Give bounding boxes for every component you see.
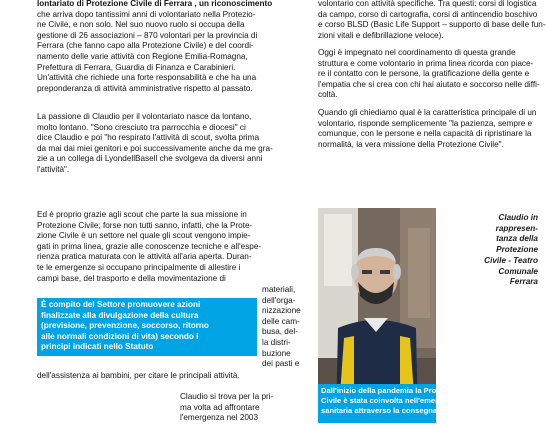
highlight-line: alle normali condizioni di vita) secondo i [41, 331, 199, 341]
text-line: l'empatia che si crea con chi hai aiutato e soccorso nelle diffi- [318, 79, 540, 89]
text-line: da campo, corso di cartografia, corsi di antincendio boschivo [318, 9, 538, 19]
text-line: buzione [262, 348, 291, 358]
text-line: volontario, risponde semplicemente "la pazienza, sempre e [318, 118, 533, 128]
text-line: zioni vitali e defibrillazione veloce). [318, 30, 444, 40]
intro-paragraph [37, 0, 307, 94]
text-line: molto lontano. "Sono cresciuto tra parrocchia e diocesi" ci [37, 122, 246, 132]
scout-paragraph [37, 210, 307, 284]
training-paragraph [318, 0, 546, 41]
highlight-line: finalizzate alla divulgazione della cultura [41, 310, 199, 320]
text-line: rienza pratica maturata con le attività all'aria aperta. Duran- [37, 252, 252, 262]
text-line: struttura e come volontario in prima linea ricorda con piace- [318, 58, 534, 68]
text-line: che arriva dopo tantissimi anni di volontariato nella Protezio- [37, 9, 256, 19]
text-line: da mai dai miei genitori e poi successivamente anche da me gra- [37, 143, 273, 153]
text-line: l'emergenza nel 2003 [180, 413, 259, 423]
text-line: comunque, con le persone e nella capacità di ripristinare la [318, 129, 532, 139]
text-line: re il contatto con le persone, la gratificazione della gente e [318, 69, 530, 79]
pandemic-box [318, 384, 473, 423]
text-line: campi base, del trasporto e della movimentazione di [37, 273, 226, 283]
volunteer-photo [318, 208, 473, 423]
highlight-line: È compito del Settore promuovere azioni [41, 300, 201, 309]
caption-line: Protezione [496, 245, 538, 255]
text-line: ne Civile, e non solo. Nel suo nuovo ruolo si occupa della [37, 20, 245, 30]
text-line: Prefettura di Ferrara, Guardia di Finanza e Carabinieri. [37, 62, 236, 72]
text-line: l'attività". [37, 164, 70, 174]
text-line: La passione di Claudio per il volontariato nasce da lontano, [37, 112, 252, 121]
text-line: la distri- [262, 337, 291, 347]
text-line: nizzazione [262, 306, 301, 316]
closing-paragraph [180, 392, 308, 424]
text-line: dei pasti e [262, 359, 300, 369]
text-line: volontario con attività specifiche. Tra questi: corsi di logistica [318, 0, 537, 8]
question-paragraph [318, 108, 540, 150]
text-line: coltà. [318, 90, 338, 100]
text-line: delle cam- [262, 316, 300, 326]
text-line: dell'orga- [262, 295, 296, 305]
caption-line: Comunale [498, 266, 538, 276]
text-line: Ferrara (che fanno capo alla Protezione Civile) e del coordi- [37, 41, 254, 51]
highlight-box [37, 298, 257, 356]
text-line: e corso BLSD (Basic Life Support – supporto di base delle fun- [318, 20, 546, 30]
text-line: dell'assistenza ai bambini, per citare le principali attività. [37, 371, 240, 380]
text-line: Quando gli chiediamo qual è la caratteristica principale di un [318, 108, 537, 117]
pandemic-line: sanitaria attraverso la consegna dei medi- [321, 406, 473, 416]
pandemic-line: Dall'inizio della pandemia la Protezione [321, 386, 463, 395]
caption-line: tanza della [496, 234, 538, 244]
text-line: gati in prima linea, grazie alle conoscenze tecniche e all'espe- [37, 241, 262, 251]
passion-paragraph [37, 112, 307, 176]
text-line: te le emergenze si occupano principalmente di allestire i [37, 262, 241, 272]
text-line: ma volta ad affrontare [180, 402, 260, 412]
highlight-line: principi indicati nello Statuto [41, 342, 154, 352]
after-box-text [37, 371, 307, 382]
caption-line: rappresen- [495, 223, 538, 233]
text-line: busa, del- [262, 327, 298, 337]
beside-box-text [262, 285, 310, 370]
text-line: normalità, la vera missione della Protezione Civile". [318, 139, 504, 149]
caption-line: Claudio in [498, 213, 538, 222]
text-line: dice Claudio e poi "ho respirato l'attività di scout, svolta prima [37, 133, 260, 143]
text-line: Oggi è impegnato nel coordinamento di questa grande [318, 48, 516, 57]
text-line: Un'attività che richiede una forte responsabilità e che ha una [37, 73, 257, 83]
text-line: namento delle varie attività con Regione Emilia-Romagna, [37, 51, 248, 61]
text-line: Claudio si trova per la pri- [180, 392, 274, 401]
text-line: Protezione Civile; forse non tutti sanno, infatti, che la Prote- [37, 220, 253, 230]
pandemic-line: Civile è stata coinvolta nell'emergenza [321, 396, 460, 406]
caption-line: Civile - Teatro [484, 255, 538, 265]
text-line: zione Civile è un settore nel quale gli scout vengono impie- [37, 231, 251, 241]
text-line: gestione di 26 associazioni – 870 volontari per la provincia di [37, 30, 258, 40]
text-line: preponderanza di attività amministrative rispetto al passato. [37, 83, 253, 93]
text-line: Ed è proprio grazie agli scout che parte la sua missione in [37, 210, 247, 219]
text-line: lontariato di Protezione Civile di Ferrara , un riconoscimento [37, 0, 273, 8]
photo-caption [440, 213, 538, 288]
text-line: materiali, [262, 285, 296, 294]
text-line: zie a un collega di LyondellBasell che svolgeva da diversi anni [37, 154, 263, 164]
coordination-paragraph [318, 48, 540, 101]
caption-line: Ferrara [509, 277, 538, 287]
highlight-line: (previsione, prevenzione, soccorso, ritorno [41, 321, 209, 331]
